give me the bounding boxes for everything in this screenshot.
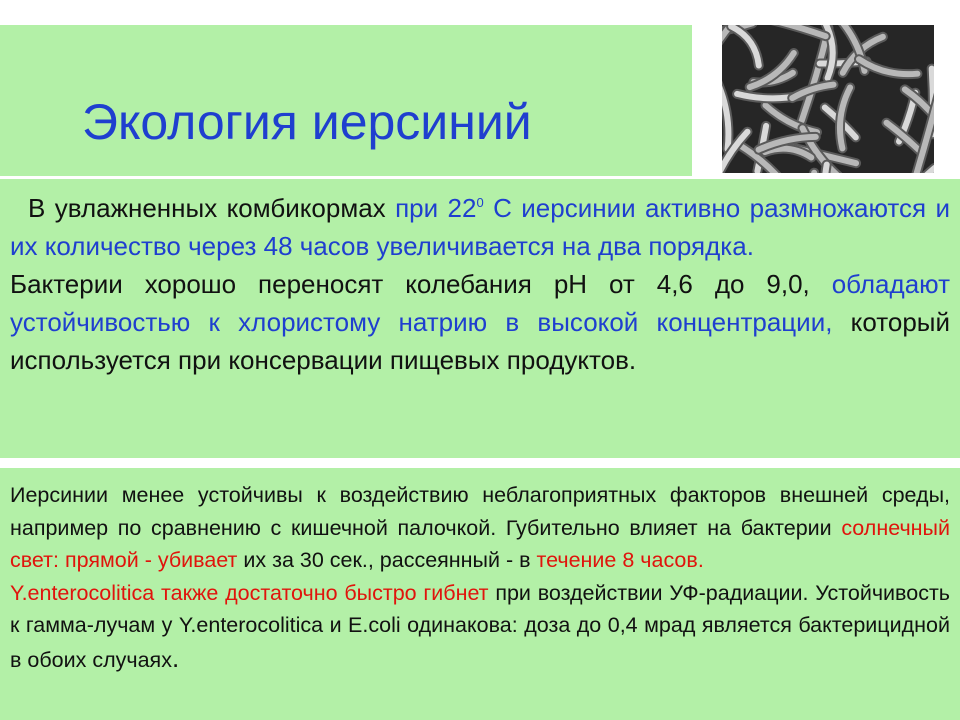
slide-title: Экология иерсиний bbox=[82, 94, 532, 150]
paragraph-1-part-a: В увлажненных комбикормах bbox=[28, 193, 396, 223]
paragraph-4-part-b: при воздействии УФ-радиации. Устойчивость к гамма-лучам у Y.enterocolitica и E.coli одинакова: доза до 0,4 мрад является бактерицидной в обоих случаях bbox=[10, 580, 950, 672]
bacteria-micrograph-icon bbox=[722, 25, 934, 173]
text-panel-2 bbox=[0, 468, 960, 720]
text-panel-2-content bbox=[10, 479, 950, 720]
paragraph-4-part-a: Y.enterocolitica также достаточно быстро гибнет bbox=[10, 580, 489, 605]
paragraph-3-part-c: их за 30 сек., рассеянный - в bbox=[237, 548, 537, 572]
text-panel-1 bbox=[0, 179, 960, 458]
paragraph-4-part-c: . bbox=[171, 642, 180, 673]
paragraph-1 bbox=[10, 189, 950, 265]
paragraph-2-part-c: который используется при консервации пищевых продуктов. bbox=[10, 307, 950, 375]
paragraph-2-part-b: обладают устойчивостью к хлористому натрию в высокой концентрации, bbox=[10, 269, 950, 337]
title-panel bbox=[0, 25, 692, 176]
paragraph-3-part-a: Иерсинии менее устойчивы к воздействию неблагоприятных факторов внешней среды, например по сравнению с кишечной палочкой. Губительно влияет на бактерии bbox=[10, 483, 950, 540]
paragraph-3-part-b: солнечный свет: прямой - убивает bbox=[10, 515, 950, 572]
paragraph-1-part-b: при 22 bbox=[395, 193, 477, 223]
paragraph-4 bbox=[10, 577, 950, 677]
paragraph-1-part-c: С иерсинии активно размножаются и их количество через 48 часов увеличивается на два порядка. bbox=[10, 193, 950, 261]
bacteria-micrograph bbox=[722, 25, 934, 173]
degree-superscript: 0 bbox=[476, 195, 484, 210]
paragraph-2-part-a: Бактерии хорошо переносят колебания рН от 4,6 до 9,0, bbox=[10, 269, 832, 299]
paragraph-3-part-d: течение 8 часов. bbox=[536, 548, 704, 572]
paragraph-2 bbox=[10, 265, 950, 379]
paragraph-3 bbox=[10, 479, 950, 577]
text-panel-1-content bbox=[10, 189, 950, 452]
